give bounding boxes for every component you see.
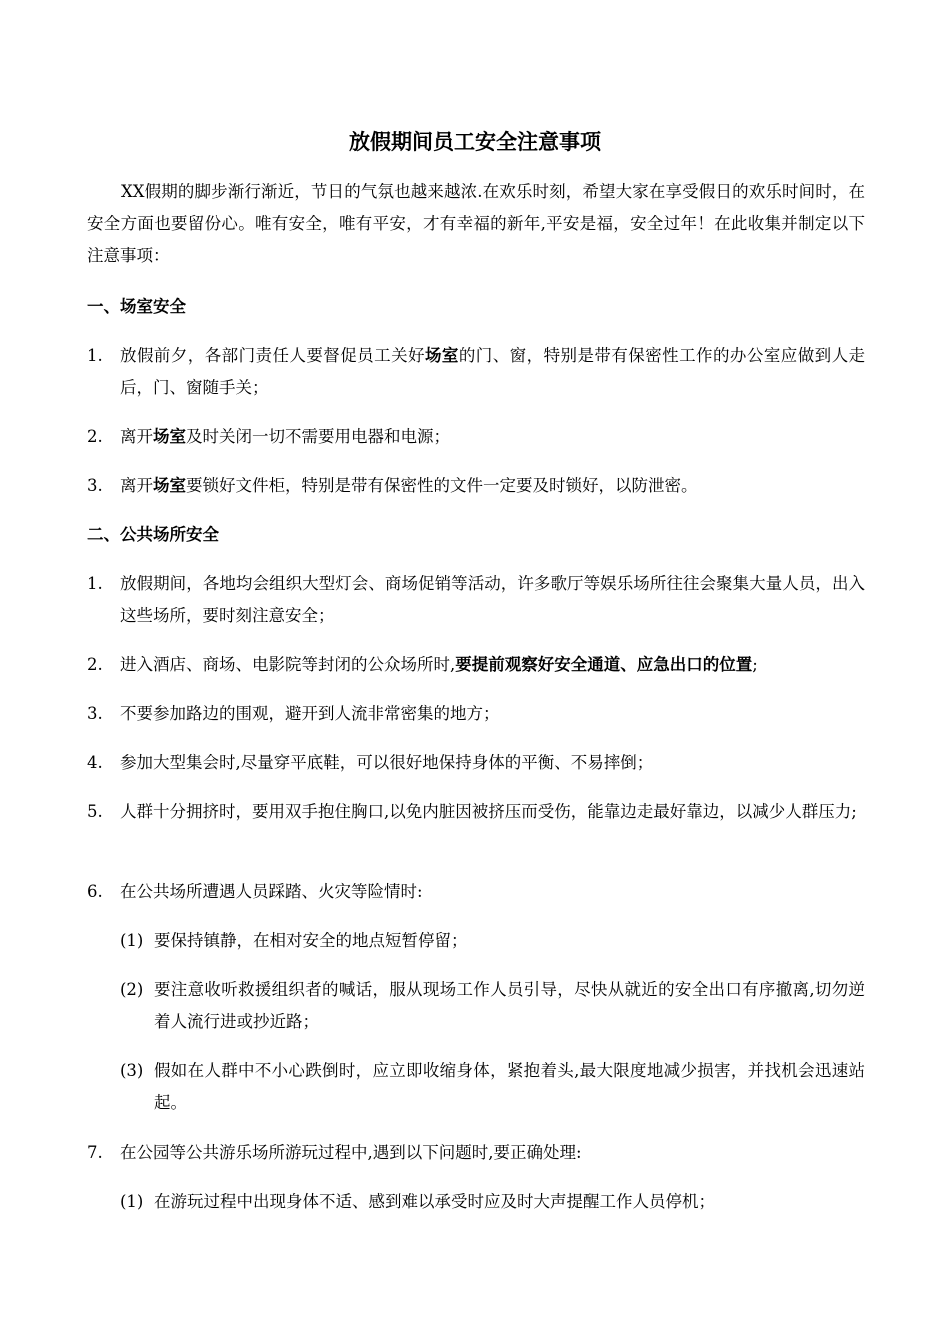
item6-sub-1 <box>120 925 865 957</box>
sub-text: 要注意收听救援组织者的喊话，服从现场工作人员引导，尽快从就近的安全出口有序撤离,切勿逆着人流行进或抄近路； <box>154 980 865 1031</box>
section2-item-1 <box>87 568 865 632</box>
item-text: 离开 <box>120 427 153 446</box>
item-number: 7. <box>87 1143 103 1162</box>
item-text: 在公共场所遭遇人员踩踏、火灾等险情时: <box>120 882 423 901</box>
item-number: 2. <box>87 655 103 674</box>
item6-sub-3 <box>120 1055 865 1119</box>
sub-text: 要保持镇静，在相对安全的地点短暂停留； <box>154 931 468 950</box>
section1-item-2 <box>87 421 865 453</box>
item-number: 6. <box>87 882 103 901</box>
section2-item-2 <box>87 649 865 681</box>
section1-heading: 一、场室安全 <box>87 297 186 316</box>
section1-item-1 <box>87 340 865 404</box>
item-text: ; <box>752 655 758 674</box>
section2-item-3 <box>87 698 865 730</box>
sub-number: (3) <box>120 1061 144 1080</box>
section2-item-6 <box>87 876 865 908</box>
item-text: 在公园等公共游乐场所游玩过程中,遇到以下问题时,要正确处理: <box>120 1143 582 1162</box>
intro-paragraph: XX假期的脚步渐行渐近，节日的气氛也越来越浓.在欢乐时刻，希望大家在享受假日的欢乐时间时，在安全方面也要留份心。唯有安全，唯有平安，才有幸福的新年,平安是福，安全过年！在此收集并制定以下注意事项： <box>87 182 865 265</box>
item-number: 1. <box>87 574 103 593</box>
item-bold-text: 场室 <box>424 346 459 365</box>
item-text: 及时关闭一切不需要用电器和电源； <box>186 427 450 446</box>
section2-item-4 <box>87 747 865 779</box>
section1-item-3 <box>87 470 865 502</box>
item-bold-text: 场室 <box>153 476 186 495</box>
item-text: 人群十分拥挤时，要用双手抱住胸口,以免内脏因被挤压而受伤，能靠边走最好靠边，以减少人群压力; <box>120 802 857 821</box>
item-text: 要锁好文件柜，特别是带有保密性的文件一定要及时锁好，以防泄密。 <box>186 476 698 495</box>
sub-text: 假如在人群中不小心跌倒时，应立即收缩身体，紧抱着头,最大限度地减少损害，并找机会迅速站起。 <box>154 1061 865 1112</box>
item-text: 不要参加路边的围观，避开到人流非常密集的地方； <box>120 704 500 723</box>
item-text: 的门、窗，特别是带有保密性工作的办公室应做到人走后，门、窗随手关； <box>120 346 866 397</box>
item-text: 参加大型集会时,尽量穿平底鞋，可以很好地保持身体的平衡、不易摔倒； <box>120 753 654 772</box>
item-text: 放假期间，各地均会组织大型灯会、商场促销等活动，许多歌厅等娱乐场所往往会聚集大量人员，出入这些场所，要时刻注意安全； <box>120 574 865 625</box>
section2-heading: 二、公共场所安全 <box>87 525 219 544</box>
document-title: 放假期间员工安全注意事项 <box>349 129 601 154</box>
item-number: 3. <box>87 476 103 495</box>
section2-item-5 <box>87 796 865 828</box>
sub-number: (2) <box>120 980 144 999</box>
item-number: 5. <box>87 802 103 821</box>
item-number: 3. <box>87 704 103 723</box>
item-number: 2. <box>87 427 103 446</box>
item-text: 进入酒店、商场、电影院等封闭的公众场所时, <box>120 655 456 674</box>
item-text: 离开 <box>120 476 153 495</box>
item6-sub-2 <box>120 974 865 1038</box>
sub-number: (1) <box>120 1192 144 1211</box>
sub-text: 在游玩过程中出现身体不适、感到难以承受时应及时大声提醒工作人员停机； <box>154 1192 715 1211</box>
section2-item-7 <box>87 1137 865 1169</box>
item-number: 1. <box>87 346 103 365</box>
item-number: 4. <box>87 753 103 772</box>
item-bold-text: 要提前观察好安全通道、应急出口的位置 <box>455 655 753 674</box>
sub-number: (1) <box>120 931 144 950</box>
item7-sub-1 <box>120 1186 865 1218</box>
item-text: 放假前夕，各部门责任人要督促员工关好 <box>120 346 425 365</box>
item-bold-text: 场室 <box>153 427 186 446</box>
